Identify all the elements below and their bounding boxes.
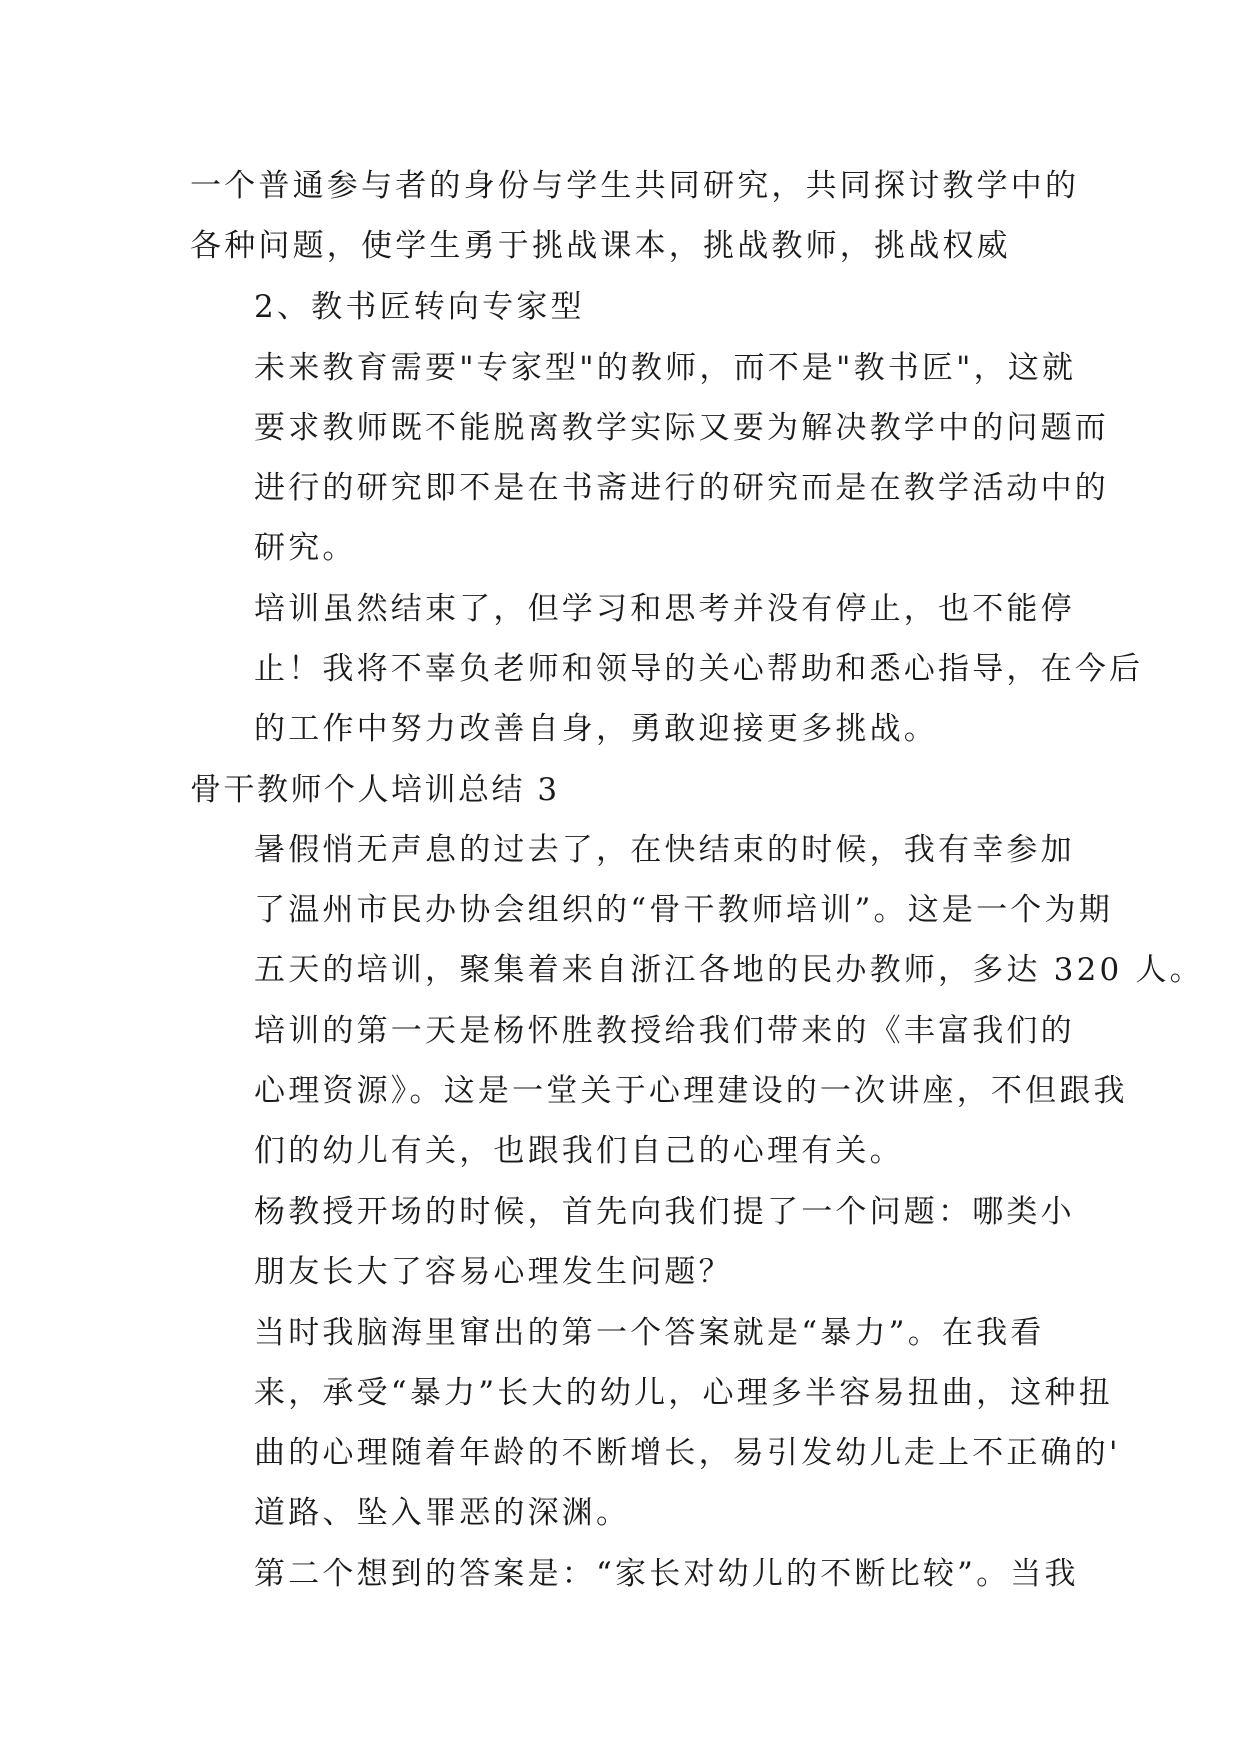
document-body xyxy=(190,156,1204,1605)
body-paragraph xyxy=(190,277,1060,337)
body-paragraph xyxy=(190,579,1144,759)
body-paragraph xyxy=(190,1544,1079,1604)
text-line: 暑假悄无声息的过去了，在快结束的时候，我有幸参加 xyxy=(254,832,1075,868)
body-paragraph xyxy=(190,1303,1121,1543)
body-paragraph xyxy=(190,156,1080,276)
body-paragraph xyxy=(190,1182,1075,1302)
body-paragraph xyxy=(190,1001,1128,1181)
text-line: 一个普通参与者的身份与学生共同研究，共同探讨教学中的 xyxy=(190,168,1080,204)
text-line: 道路、坠入罪恶的深渊。 xyxy=(254,1495,631,1531)
text-line: 进行的研究即不是在书斋进行的研究而是在教学活动中的 xyxy=(254,470,1109,506)
text-line: 骨干教师个人培训总结 3 xyxy=(190,772,560,808)
body-paragraph xyxy=(190,820,1204,1000)
text-line: 朋友长大了容易心理发生问题？ xyxy=(254,1254,733,1290)
text-line: 们的幼儿有关，也跟我们自己的心理有关。 xyxy=(254,1133,904,1169)
text-line: 的工作中努力改善自身，勇敢迎接更多挑战。 xyxy=(254,711,938,747)
text-line: 止！我将不辜负老师和领导的关心帮助和悉心指导，在今后 xyxy=(254,651,1144,687)
text-line: 五天的培训，聚集着来自浙江各地的民办教师，多达 320 人。 xyxy=(254,952,1204,988)
text-line: 杨教授开场的时候，首先向我们提了一个问题：哪类小 xyxy=(254,1194,1075,1230)
text-line: 2、教书匠转向专家型 xyxy=(254,289,585,325)
body-paragraph xyxy=(190,338,1109,578)
text-line: 了温州市民办协会组织的“骨干教师培训”。这是一个为期 xyxy=(254,892,1113,928)
text-line: 培训虽然结束了，但学习和思考并没有停止，也不能停 xyxy=(254,591,1075,627)
text-line: 第二个想到的答案是：“家长对幼儿的不断比较”。当我 xyxy=(254,1556,1079,1592)
text-line: 各种问题，使学生勇于挑战课本，挑战教师，挑战权威 xyxy=(190,228,1011,264)
text-line: 培训的第一天是杨怀胜教授给我们带来的《丰富我们的 xyxy=(254,1013,1075,1049)
text-line: 来，承受“暴力”长大的幼儿，心理多半容易扭曲，这种扭 xyxy=(254,1375,1113,1411)
text-line: 心理资源》。这是一堂关于心理建设的一次讲座，不但跟我 xyxy=(254,1073,1128,1109)
text-line: 当时我脑海里窜出的第一个答案就是“暴力”。在我看 xyxy=(254,1315,1045,1351)
text-line: 要求教师既不能脱离教学实际又要为解决教学中的问题而 xyxy=(254,410,1109,446)
text-line: 未来教育需要"专家型"的教师，而不是"教书匠"，这就 xyxy=(254,350,1077,386)
section-heading xyxy=(190,760,1060,820)
text-line: 曲的心理随着年龄的不断增长，易引发幼儿走上不正确的' xyxy=(254,1435,1121,1471)
text-line: 研究。 xyxy=(254,530,357,566)
